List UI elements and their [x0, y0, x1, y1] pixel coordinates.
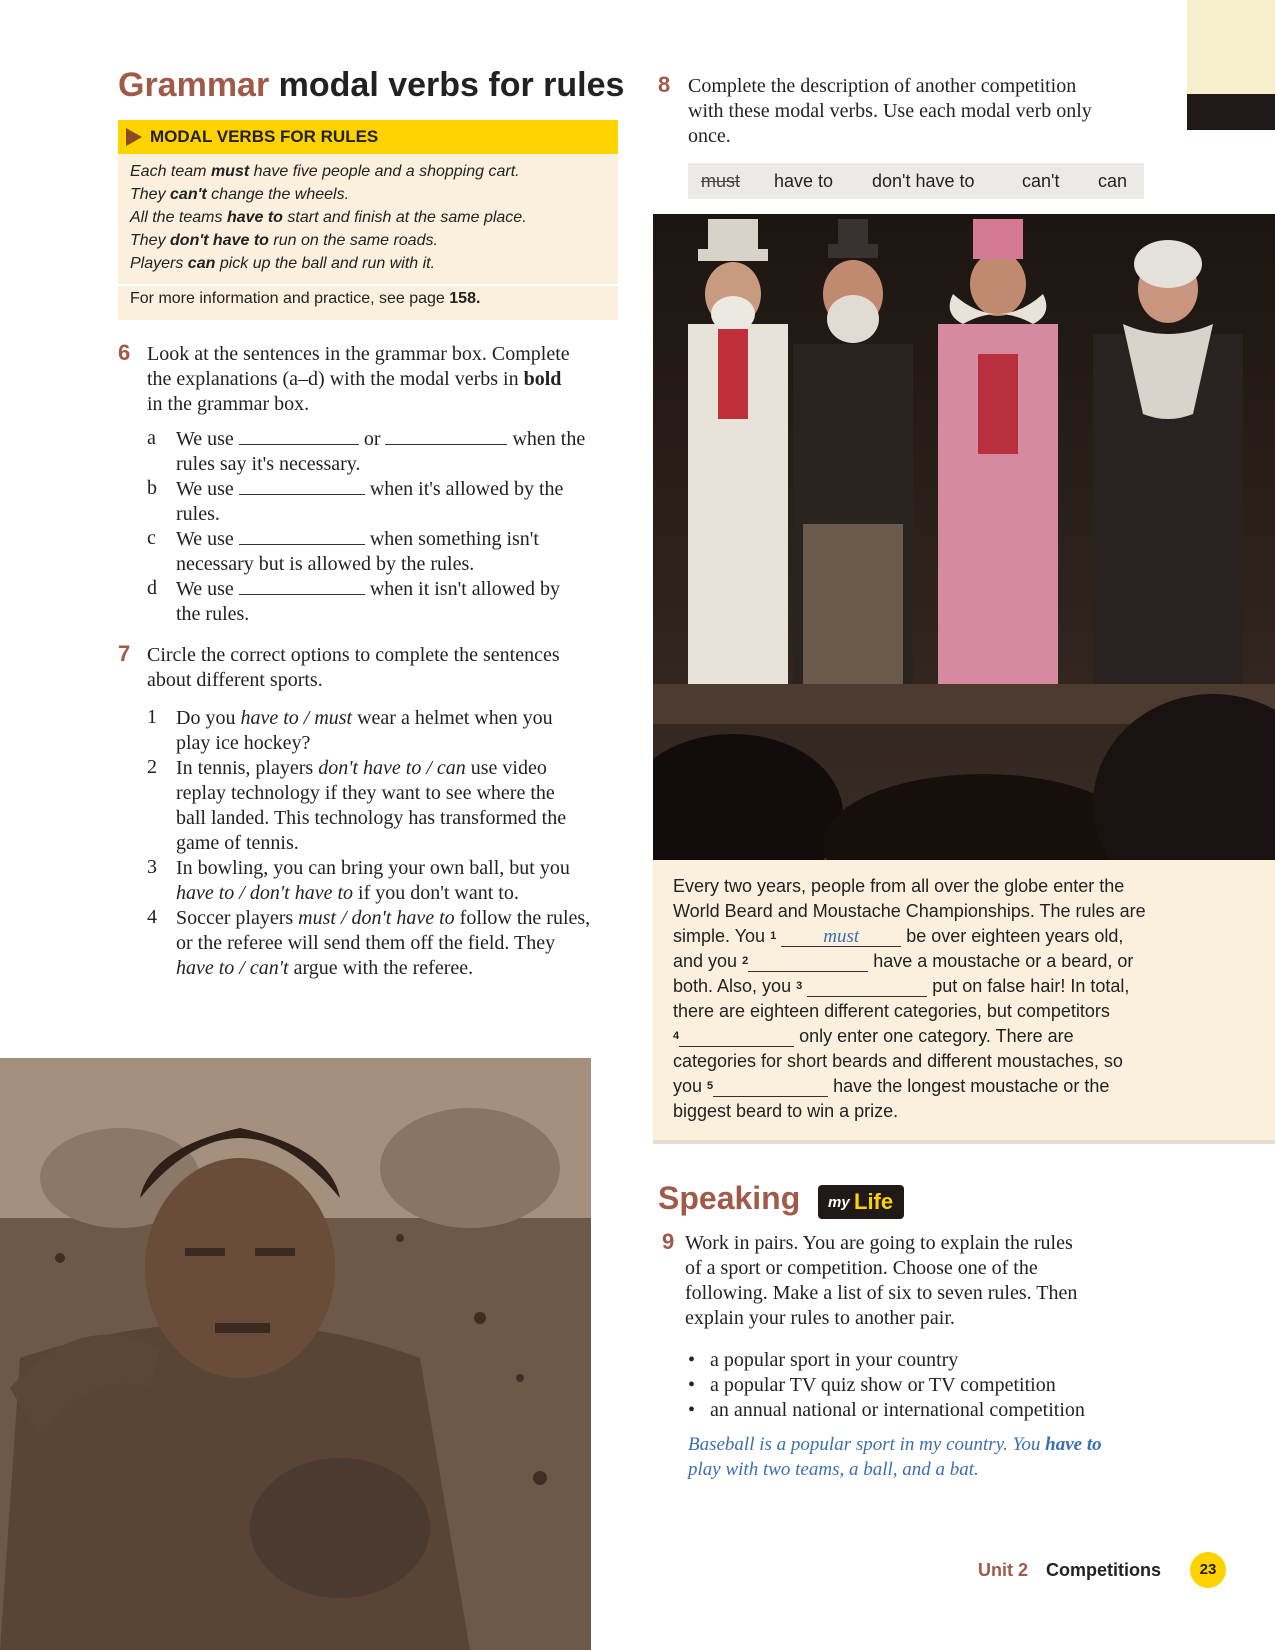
grammar-example: They can't change the wheels.	[130, 186, 350, 203]
word-bank-item: don't have to	[872, 171, 975, 191]
grammar-box-divider	[118, 284, 618, 286]
grammar-example: They don't have to run on the same roads.	[130, 232, 438, 249]
photo-beard-championship	[653, 214, 1275, 860]
bullet-item: • an annual national or international competition	[688, 1399, 1085, 1421]
item-number: 1	[147, 706, 157, 728]
exercise-8-intro: Complete the description of another competition with these modal verbs. Use each modal verb only once.	[688, 75, 1092, 147]
bullet-item: • a popular sport in your country	[688, 1349, 959, 1371]
speaking-title: Speaking	[658, 1180, 801, 1216]
answer-blank-4[interactable]	[679, 1028, 794, 1047]
speaking-example: Baseball is a popular sport in my country. You have to play with two teams, a ball, and a bat.	[688, 1434, 1102, 1480]
grammar-example: Players can pick up the ball and run with it.	[130, 255, 436, 272]
answer-blank-2[interactable]	[748, 953, 868, 972]
grammar-more-info: For more information and practice, see page 158.	[130, 290, 481, 307]
exercise-7-item: In tennis, players don't have to / can use video replay technology if they want to see where the ball landed. This technology has transformed the game of tennis.	[176, 757, 567, 854]
story-box-shadow	[653, 1140, 1275, 1144]
answer-blank[interactable]	[239, 478, 365, 495]
answer-blank-1[interactable]: must	[781, 928, 901, 947]
item-number: 4	[147, 906, 157, 928]
word-bank-item: can	[1098, 171, 1128, 191]
answer-blank[interactable]	[239, 528, 365, 545]
word-bank	[688, 163, 1144, 199]
exercise-6-item-c: We use when something isn't necessary but is allowed by the rules.	[176, 528, 539, 575]
exercise-6-number: 6	[118, 340, 131, 365]
answer-options[interactable]: don't have to / can	[318, 757, 466, 779]
exercise-8-number: 8	[658, 72, 671, 97]
item-letter: c	[147, 527, 156, 549]
exercise-6-item-a: We use or when the rules say it's necessary.	[176, 428, 586, 475]
mylife-badge: my Life	[818, 1185, 904, 1219]
answer-blank[interactable]	[239, 428, 359, 445]
photo-mud-rugby	[0, 1058, 591, 1650]
exercise-9-intro: Work in pairs. You are going to explain the rules of a sport or competition. Choose one of the following. Make a list of six to seven rules. Then explain your rules to another pair.	[685, 1232, 1078, 1329]
grammar-title	[118, 66, 624, 105]
bullet-item: • a popular TV quiz show or TV competition	[688, 1374, 1056, 1396]
grammar-examples	[130, 160, 610, 275]
exercise-9-number: 9	[662, 1229, 675, 1254]
footer-unit: Unit 2	[978, 1560, 1029, 1580]
footer-title: Competitions	[1046, 1560, 1161, 1580]
grammar-box-header	[118, 120, 618, 154]
photo-beard-championship-art	[653, 214, 1275, 860]
grammar-example: Each team must have five people and a shopping cart.	[130, 163, 520, 180]
photo-mud-rugby-art	[0, 1058, 591, 1650]
answer-options[interactable]: must / don't have to	[298, 907, 455, 929]
answer-options[interactable]: have to / can't	[176, 957, 289, 979]
speaking-bullets	[688, 1348, 1085, 1423]
answer-blank-3[interactable]	[807, 978, 927, 997]
arrow-icon	[126, 128, 142, 146]
exercise-6-item-d: We use when it isn't allowed by the rules.	[176, 578, 561, 625]
item-number: 2	[147, 756, 157, 778]
word-bank-item: must	[701, 171, 741, 191]
word-bank-item: can't	[1022, 171, 1060, 191]
corner-tab	[1187, 0, 1275, 94]
exercise-7-item: Do you have to / must wear a helmet when you play ice hockey?	[176, 707, 553, 754]
exercise-7-intro: Circle the correct options to complete the sentences about different sports.	[147, 644, 560, 691]
answer-blank[interactable]	[239, 578, 365, 595]
answer-options[interactable]: have to / must	[240, 707, 353, 729]
exercise-7-item: Soccer players must / don't have to follow the rules, or the referee will send them off the field. They have to / can't argue with the referee.	[176, 907, 591, 979]
answer-blank[interactable]	[385, 428, 507, 445]
grammar-example: All the teams have to start and finish at the same place.	[130, 209, 527, 226]
grammar-title-rest: modal verbs for rules	[278, 66, 625, 104]
exercise-6-item-b: We use when it's allowed by the rules.	[176, 478, 564, 525]
word-bank-item: have to	[774, 171, 834, 191]
exercise-7-item: In bowling, you can bring your own ball, but you have to / don't have to if you don't want to.	[176, 857, 570, 904]
exercise-6-intro: Look at the sentences in the grammar box. Complete the explanations (a–d) with the modal verbs in bold in the grammar box.	[147, 343, 570, 415]
corner-bar	[1187, 94, 1275, 130]
grammar-title-accent: Grammar	[118, 66, 270, 104]
page-number: 23	[1190, 1552, 1226, 1588]
exercise-7-number: 7	[118, 641, 131, 666]
story-text: Every two years, people from all over the globe enter the World Beard and Moustache Championships. The rules are simple. You $^1$ must be over eighteen years old, and you $^2$ have a moustache or a beard, or both. Also, you $^3$ put on false hair! In total, there are eighteen different categories, but competitors $^4$ only enter one category. There are categories for short beards and different moustaches, so you $^5$ have the longest moustache or the biggest beard to win a prize.	[673, 876, 1146, 1121]
item-letter: a	[147, 427, 156, 449]
answer-blank-5[interactable]	[713, 1078, 828, 1097]
answer-options[interactable]: have to / don't have to	[176, 882, 354, 904]
item-letter: d	[147, 577, 157, 599]
grammar-box-heading: MODAL VERBS FOR RULES	[150, 127, 379, 146]
item-letter: b	[147, 477, 157, 499]
item-number: 3	[147, 856, 157, 878]
